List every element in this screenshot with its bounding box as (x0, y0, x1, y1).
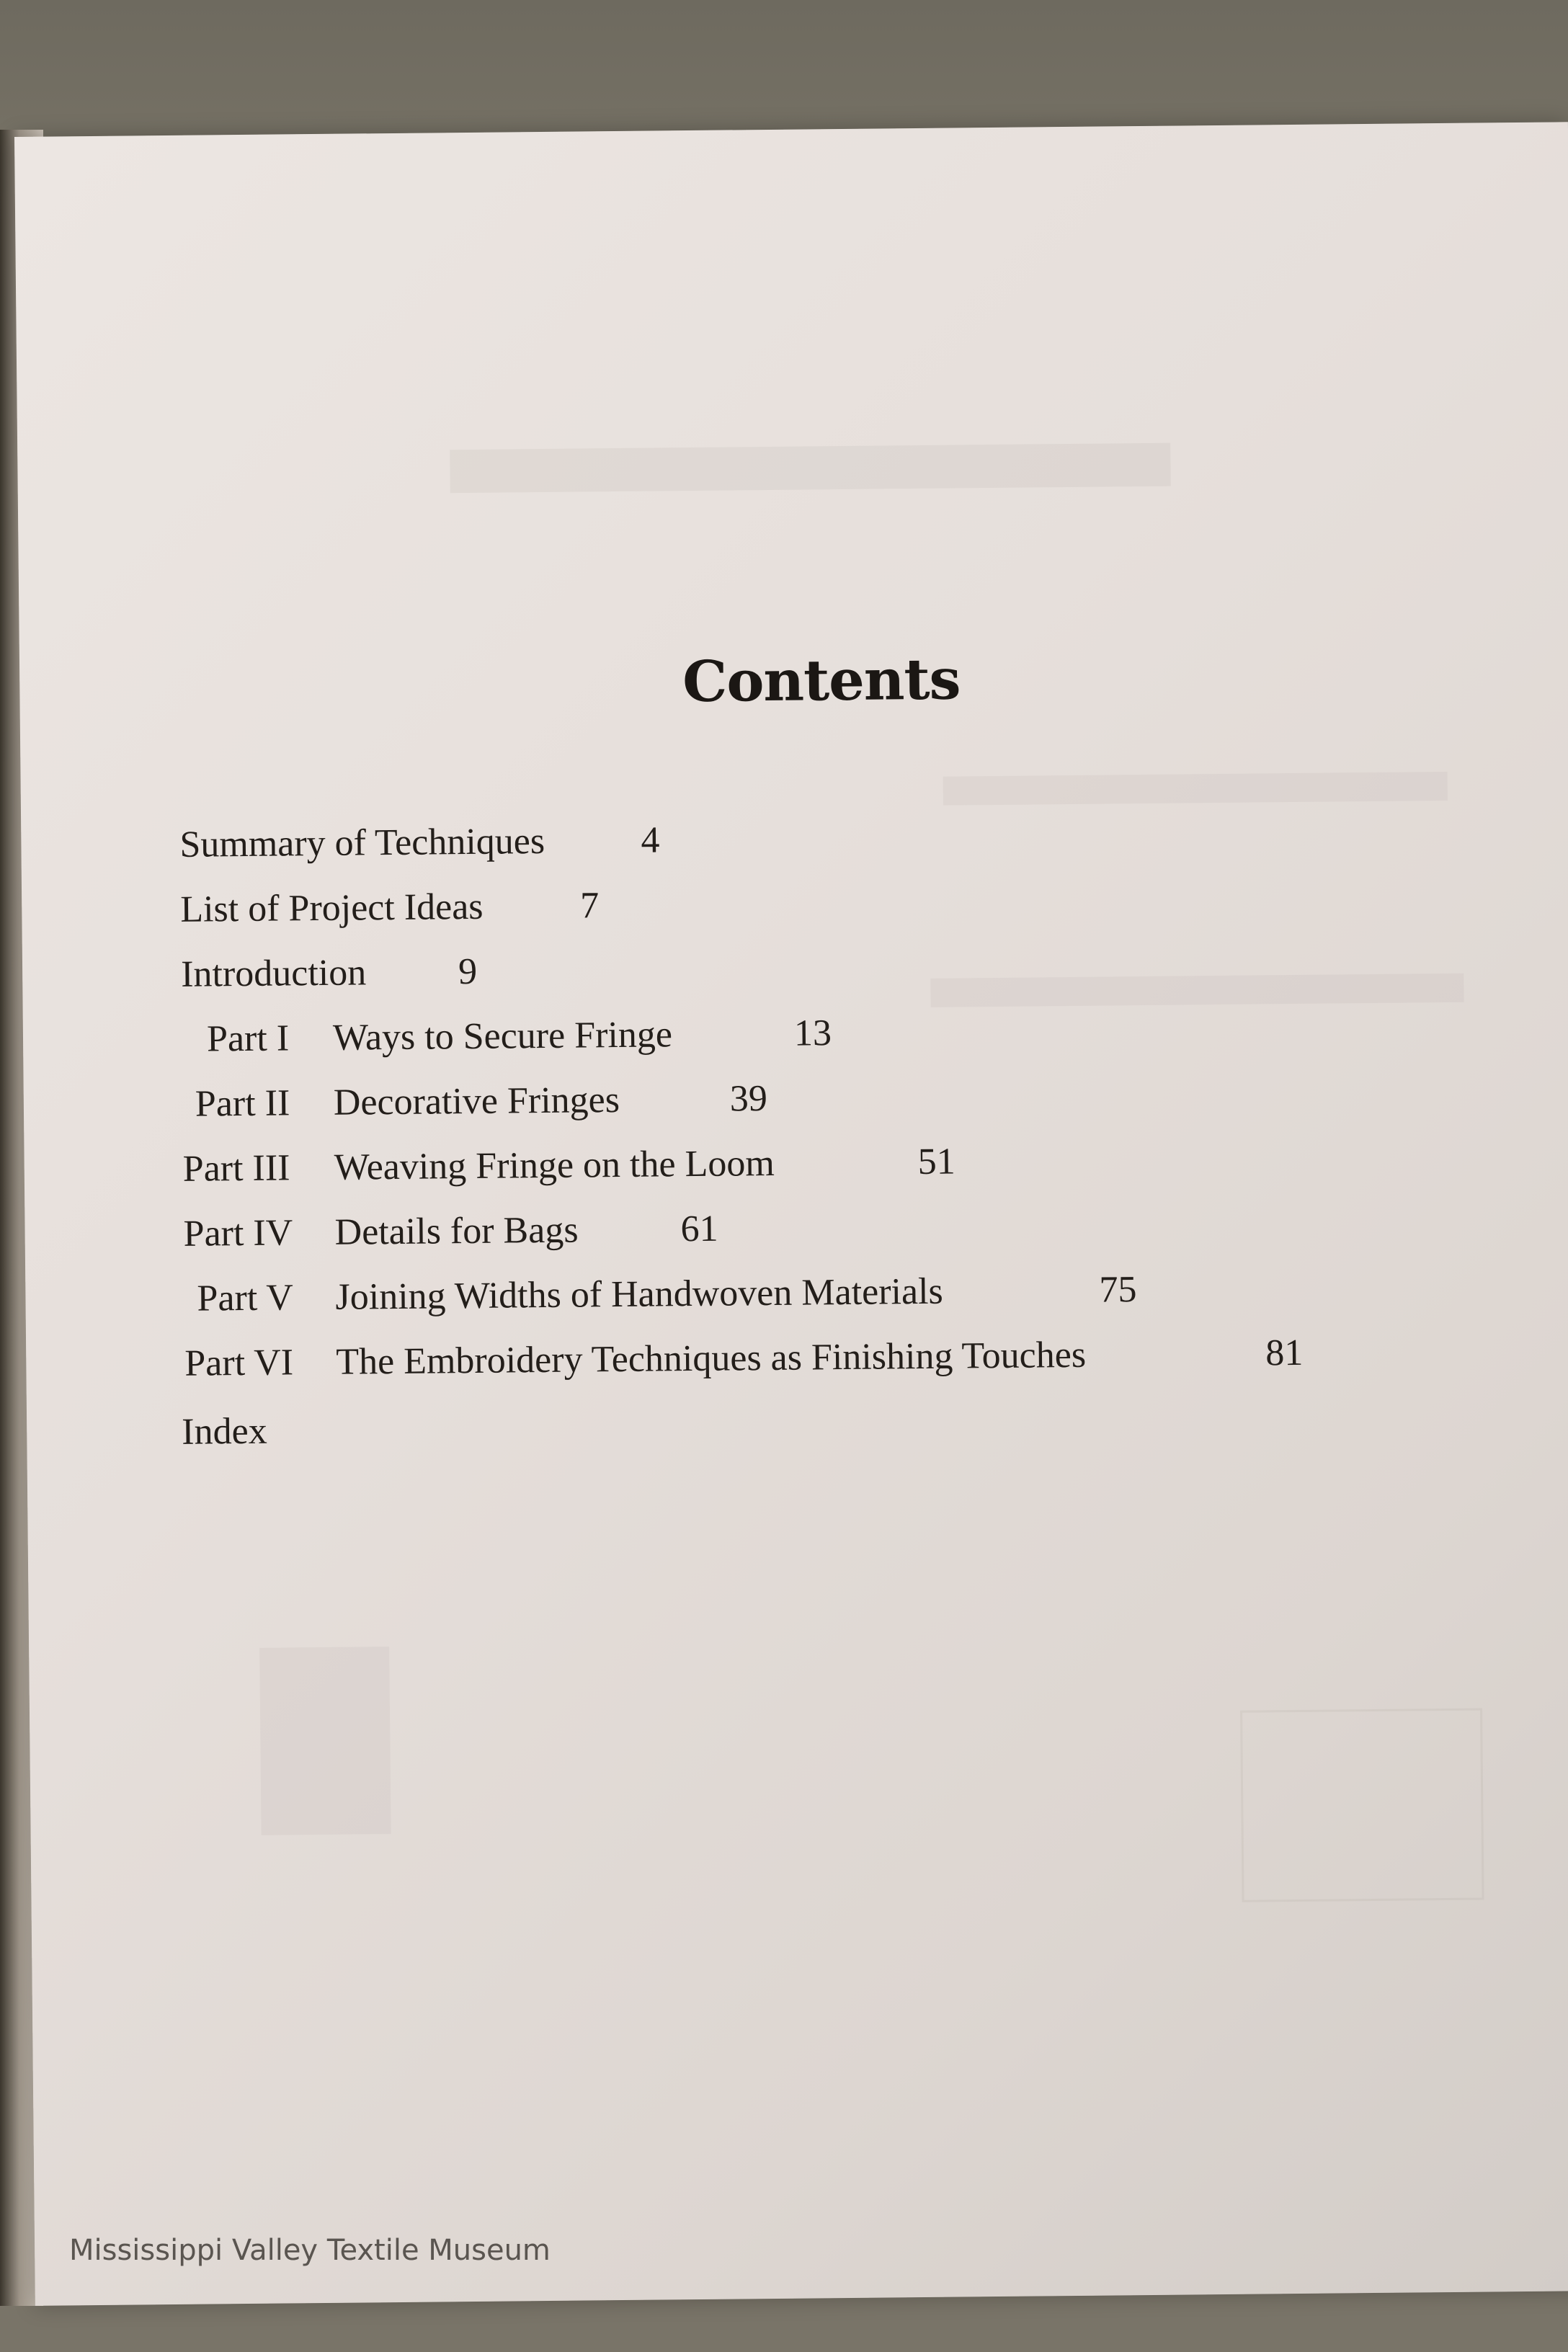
toc-entry-part: Part I (206, 1017, 290, 1060)
toc-entry-title: Joining Widths of Handwoven Materials (335, 1270, 943, 1318)
toc-entry-part: Part II (195, 1082, 290, 1125)
toc-entry-title: Ways to Secure Fringe (332, 1014, 673, 1059)
toc-entry-title: Introduction (180, 952, 367, 995)
toc-entry-title: Details for Bags (334, 1209, 579, 1253)
toc-entry-page: 7 (580, 885, 600, 927)
toc-entry-title: The Embroidery Techniques as Finishing Touches (336, 1334, 1087, 1383)
toc-entry-title: Weaving Fringe on the Loom (334, 1142, 775, 1188)
toc-entry-page: 4 (641, 819, 660, 861)
toc-entry-part: Part VI (184, 1342, 294, 1384)
toc-entry-page: 75 (1099, 1269, 1137, 1311)
toc-entry (182, 1078, 768, 1126)
book-page (14, 122, 1568, 2306)
toc-entry-title: List of Project Ideas (180, 886, 484, 930)
toc-entry (184, 1332, 1304, 1386)
toc-entry-page: 13 (793, 1012, 832, 1054)
toc-entry-page: 61 (680, 1208, 718, 1250)
toc-entry-title: Summary of Techniques (179, 820, 545, 865)
toc-entry-part: Part IV (183, 1212, 293, 1255)
toc-entry-page: 51 (917, 1141, 956, 1183)
table-of-contents (14, 122, 1568, 2306)
toc-entry-part: Part III (182, 1147, 290, 1190)
toc-entry (183, 1208, 718, 1256)
toc-entry (180, 885, 600, 932)
toc-entry-page: 39 (729, 1078, 768, 1120)
toc-entry-page: 81 (1265, 1332, 1304, 1374)
toc-entry (180, 950, 478, 997)
toc-entry (182, 1141, 956, 1191)
toc-entry-title: Index (181, 1410, 267, 1453)
page-title: Contents (682, 646, 961, 716)
toc-entry-part: Part V (197, 1277, 294, 1319)
toc-entry (179, 819, 660, 867)
toc-entry-page: 9 (458, 950, 478, 993)
watermark-text: Mississippi Valley Textile Museum (69, 2234, 551, 2267)
toc-entry-title: Decorative Fringes (333, 1079, 620, 1123)
